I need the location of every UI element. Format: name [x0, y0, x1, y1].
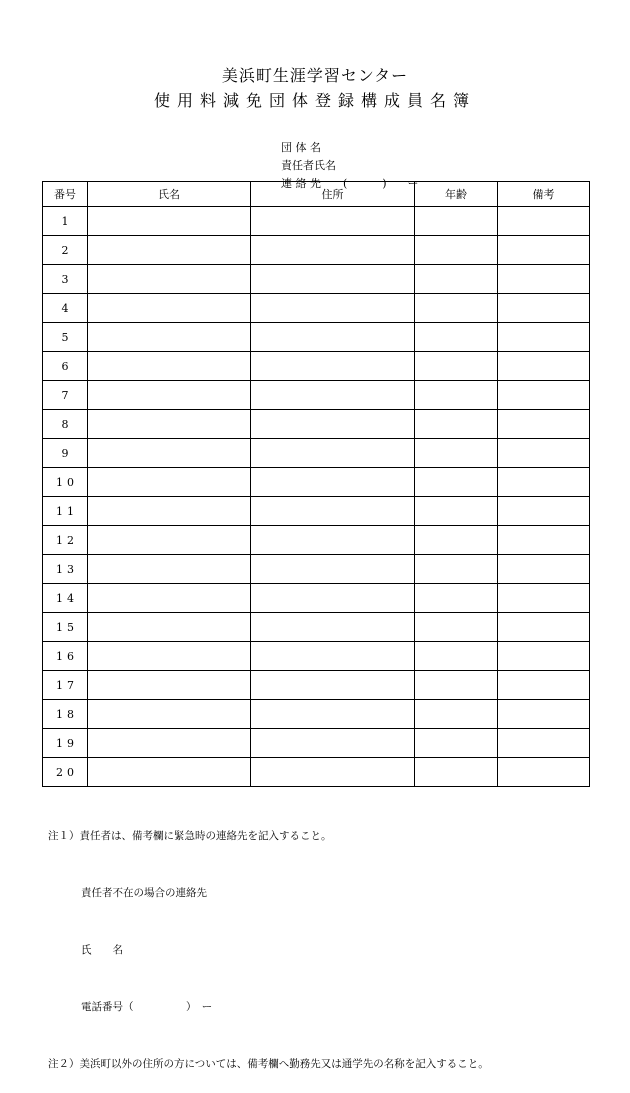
address-cell[interactable] — [251, 323, 415, 352]
address-cell[interactable] — [251, 526, 415, 555]
table-row — [43, 236, 590, 265]
address-cell[interactable] — [251, 584, 415, 613]
age-cell[interactable] — [415, 236, 498, 265]
address-cell[interactable] — [251, 497, 415, 526]
table-row — [43, 323, 590, 352]
header-name: 氏名 — [88, 182, 251, 207]
row-number: 15 — [43, 613, 88, 642]
address-cell[interactable] — [251, 381, 415, 410]
address-cell[interactable] — [251, 352, 415, 381]
note-2: 注２）美浜町以外の住所の方については、備考欄へ勤務先又は通学先の名称を記入すること。 — [48, 1058, 489, 1070]
table-row — [43, 410, 590, 439]
address-cell[interactable] — [251, 758, 415, 787]
row-number: 20 — [43, 758, 88, 787]
remarks-cell[interactable] — [498, 352, 590, 381]
table-row — [43, 294, 590, 323]
name-cell[interactable] — [88, 323, 251, 352]
name-cell[interactable] — [88, 613, 251, 642]
remarks-cell[interactable] — [498, 439, 590, 468]
row-number: 2 — [43, 236, 88, 265]
name-cell[interactable] — [88, 294, 251, 323]
age-cell[interactable] — [415, 671, 498, 700]
name-cell[interactable] — [88, 352, 251, 381]
table-row — [43, 555, 590, 584]
name-cell[interactable] — [88, 381, 251, 410]
age-cell[interactable] — [415, 265, 498, 294]
table-row — [43, 526, 590, 555]
row-number: 17 — [43, 671, 88, 700]
row-number: 1 — [43, 207, 88, 236]
remarks-cell[interactable] — [498, 497, 590, 526]
row-number: 10 — [43, 468, 88, 497]
row-number: 9 — [43, 439, 88, 468]
table-row — [43, 671, 590, 700]
header-number: 番号 — [43, 182, 88, 207]
row-number: 16 — [43, 642, 88, 671]
age-cell[interactable] — [415, 323, 498, 352]
table-row — [43, 584, 590, 613]
address-cell[interactable] — [251, 642, 415, 671]
age-cell[interactable] — [415, 410, 498, 439]
row-number: 11 — [43, 497, 88, 526]
row-number: 3 — [43, 265, 88, 294]
remarks-cell[interactable] — [498, 671, 590, 700]
remarks-cell[interactable] — [498, 526, 590, 555]
age-cell[interactable] — [415, 526, 498, 555]
age-cell[interactable] — [415, 468, 498, 497]
row-number: 4 — [43, 294, 88, 323]
remarks-cell[interactable] — [498, 642, 590, 671]
row-number: 8 — [43, 410, 88, 439]
age-cell[interactable] — [415, 294, 498, 323]
name-cell[interactable] — [88, 497, 251, 526]
note-1-sub-2: 氏 名 — [81, 944, 123, 956]
name-cell[interactable] — [88, 236, 251, 265]
age-cell[interactable] — [415, 758, 498, 787]
table-row — [43, 265, 590, 294]
age-cell[interactable] — [415, 352, 498, 381]
note-1-sub-1: 責任者不在の場合の連絡先 — [81, 887, 207, 899]
table-row — [43, 729, 590, 758]
name-cell[interactable] — [88, 265, 251, 294]
address-cell[interactable] — [251, 410, 415, 439]
row-number: 14 — [43, 584, 88, 613]
name-cell[interactable] — [88, 642, 251, 671]
age-cell[interactable] — [415, 439, 498, 468]
name-cell[interactable] — [88, 207, 251, 236]
note-1-sub-3: 電話番号（ ） ー — [81, 1001, 213, 1013]
table-row — [43, 497, 590, 526]
address-cell[interactable] — [251, 555, 415, 584]
table-row — [43, 381, 590, 410]
table-header-row — [43, 182, 590, 207]
remarks-cell[interactable] — [498, 236, 590, 265]
remarks-cell[interactable] — [498, 613, 590, 642]
name-cell[interactable] — [88, 700, 251, 729]
address-cell[interactable] — [251, 294, 415, 323]
remarks-cell[interactable] — [498, 584, 590, 613]
address-cell[interactable] — [251, 439, 415, 468]
name-cell[interactable] — [88, 410, 251, 439]
row-number: 6 — [43, 352, 88, 381]
notes-section — [48, 789, 489, 1093]
table-row — [43, 352, 590, 381]
name-cell[interactable] — [88, 671, 251, 700]
address-cell[interactable] — [251, 207, 415, 236]
table-body — [43, 207, 590, 787]
table-row — [43, 613, 590, 642]
age-cell[interactable] — [415, 584, 498, 613]
group-name-label: 団 体 名 — [281, 141, 321, 154]
document-title: 美浜町生涯学習センター — [221, 66, 409, 85]
remarks-cell[interactable] — [498, 555, 590, 584]
address-cell[interactable] — [251, 236, 415, 265]
age-cell[interactable] — [415, 642, 498, 671]
name-cell[interactable] — [88, 584, 251, 613]
remarks-cell[interactable] — [498, 700, 590, 729]
remarks-cell[interactable] — [498, 758, 590, 787]
contact-label: 連 絡 先 — [281, 177, 321, 190]
remarks-cell[interactable] — [498, 207, 590, 236]
row-number: 13 — [43, 555, 88, 584]
remarks-cell[interactable] — [498, 294, 590, 323]
age-cell[interactable] — [415, 613, 498, 642]
row-number: 7 — [43, 381, 88, 410]
member-roster-table — [42, 181, 590, 787]
table-row — [43, 207, 590, 236]
age-cell[interactable] — [415, 381, 498, 410]
remarks-cell[interactable] — [498, 381, 590, 410]
table-row — [43, 642, 590, 671]
remarks-cell[interactable] — [498, 410, 590, 439]
row-number: 18 — [43, 700, 88, 729]
name-cell[interactable] — [88, 729, 251, 758]
name-cell[interactable] — [88, 439, 251, 468]
leader-name-label: 責任者氏名 — [281, 159, 336, 172]
age-cell[interactable] — [415, 555, 498, 584]
contact-value: ( ) ー — [343, 177, 419, 190]
header-address: 住所 — [251, 182, 415, 207]
address-cell[interactable] — [251, 613, 415, 642]
age-cell[interactable] — [415, 207, 498, 236]
table-row — [43, 700, 590, 729]
table-row — [43, 758, 590, 787]
age-cell[interactable] — [415, 729, 498, 758]
note-1: 注１）責任者は、備考欄に緊急時の連絡先を記入すること。 — [48, 830, 332, 842]
header-age: 年齢 — [415, 182, 498, 207]
row-number: 5 — [43, 323, 88, 352]
name-cell[interactable] — [88, 555, 251, 584]
document-subtitle: 使用料減免団体登録構成員名簿 — [153, 91, 476, 110]
row-number: 19 — [43, 729, 88, 758]
table-row — [43, 468, 590, 497]
name-cell[interactable] — [88, 468, 251, 497]
table-row — [43, 439, 590, 468]
age-cell[interactable] — [415, 497, 498, 526]
remarks-cell[interactable] — [498, 265, 590, 294]
address-cell[interactable] — [251, 700, 415, 729]
remarks-cell[interactable] — [498, 468, 590, 497]
remarks-cell[interactable] — [498, 323, 590, 352]
address-cell[interactable] — [251, 671, 415, 700]
name-cell[interactable] — [88, 758, 251, 787]
name-cell[interactable] — [88, 526, 251, 555]
address-cell[interactable] — [251, 265, 415, 294]
row-number: 12 — [43, 526, 88, 555]
address-cell[interactable] — [251, 468, 415, 497]
remarks-cell[interactable] — [498, 729, 590, 758]
age-cell[interactable] — [415, 700, 498, 729]
header-remarks: 備考 — [498, 182, 590, 207]
address-cell[interactable] — [251, 729, 415, 758]
